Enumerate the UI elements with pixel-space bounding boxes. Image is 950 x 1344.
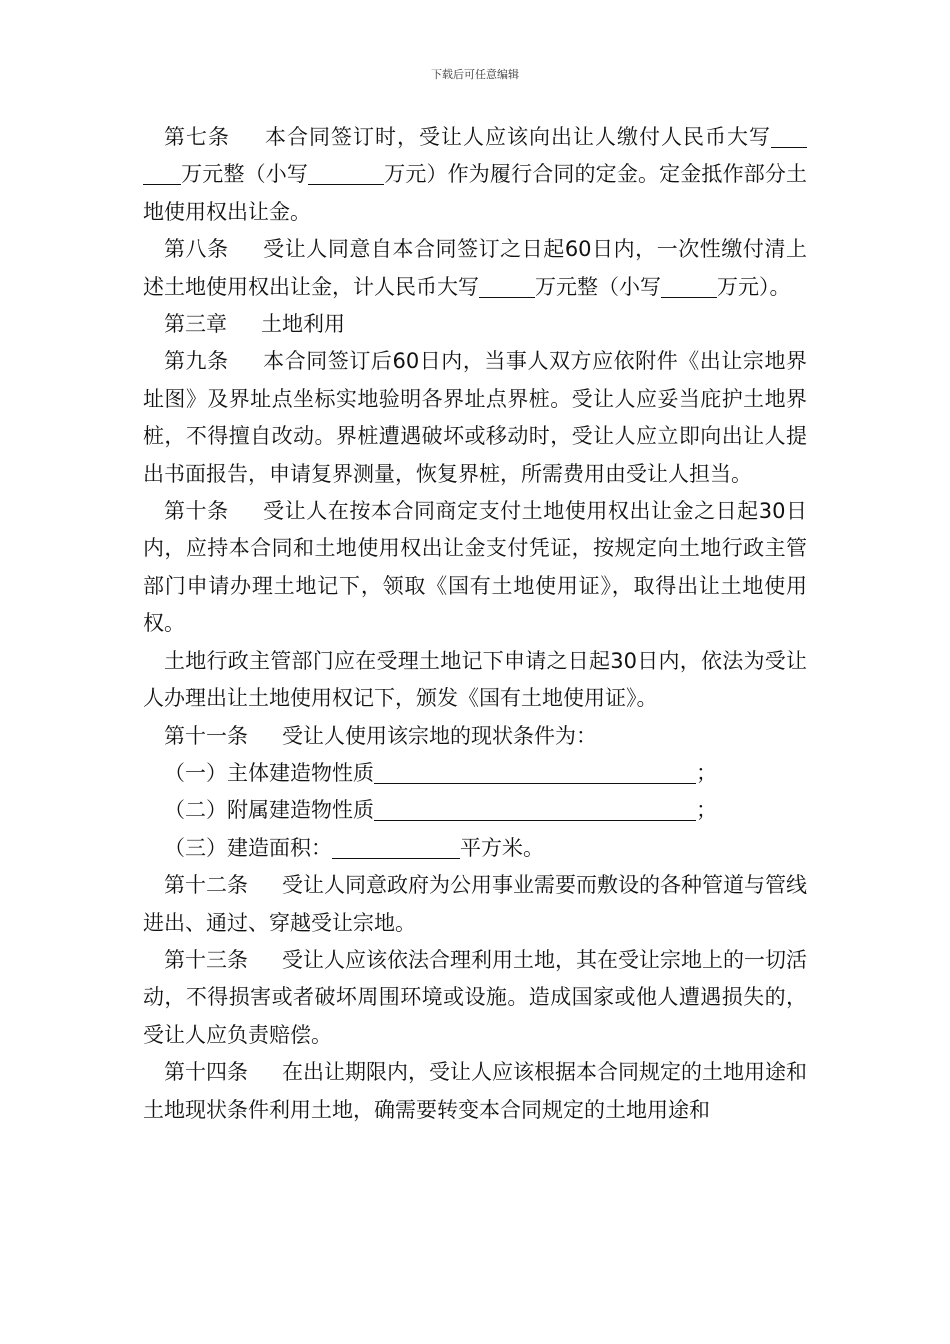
blank-field [374,757,696,784]
article-14: 第十四条 在出让期限内，受让人应该根据本合同规定的土地用途和土地现状条件利用土地，确需要转变本合同规定的土地用途和 [143,1060,807,1122]
article-label: 第十二条 [164,873,248,898]
blank-field [479,271,535,298]
blank-field [661,271,717,298]
article-10: 第十条 受让人在按本合同商定支付土地使用权出让金之日起30日内，应持本合同和土地使用权出让金支付凭证，按规定向土地行政主管部门申请办理土地记下，领取《国有土地使用证》，取得出让土地使用权。 [143,499,807,636]
article-11-item-1: （一）主体建造物性质 ； [143,755,807,792]
blank-field [332,832,460,859]
page-header: 下载后可任意编辑 [431,68,519,81]
blank-field [143,158,181,185]
admin-paragraph: 土地行政主管部门应在受理土地记下申请之日起30日内，依法为受让人办理出让土地使用权记下，颁发《国有土地使用证》。 [143,648,807,711]
article-11: 第十一条 受让人使用该宗地的现状条件为： [164,723,597,748]
article-label: 第八条 [164,237,229,262]
article-12: 第十二条 受让人同意政府为公用事业需要而敷设的各种管道与管线进出、通过、穿越受让宗地。 [143,873,807,935]
article-8: 第八条 受让人同意自本合同签订之日起60日内，一次性缴付清上述土地使用权出让金，计人民币大写 万元整（小写 万元）。 [143,237,807,299]
document-body [143,119,807,1129]
article-13: 第十三条 受让人应该依法合理利用土地，其在受让宗地上的一切活动，不得损害或者破坏周围环境或设施。造成国家或他人遭遇损失的，受让人应负责赔偿。 [143,947,807,1047]
article-label: 第七条 [164,125,230,149]
article-9: 第九条 本合同签订后60日内，当事人双方应依附件《出让宗地界址图》及界址点坐标实地验明各界址点界桩。受让人应妥当庇护土地界桩，不得擅自改动。界桩遭遇破坏或移动时，受让人应立即向出让人提出书面报告，申请复界测量，恢复界桩，所需费用由受让人担当。 [143,349,807,486]
article-label: 第九条 [164,349,229,374]
article-label: 第十条 [164,499,229,524]
blank-field [308,158,384,185]
article-label: 第十四条 [164,1060,248,1085]
article-label: 第十三条 [164,947,248,972]
article-11-item-3: （三）建造面积： 平方米。 [143,830,807,867]
chapter-3-heading: 第三章 土地利用 [164,312,345,337]
blank-field [771,121,807,148]
article-7: 第七条 本合同签订时，受让人应该向出让人缴付人民币大写万元整（小写 万元）作为履行合同的定金。定金抵作部分土地使用权出让金。 [143,119,807,231]
blank-field [374,794,696,821]
article-11-item-2: （二）附属建造物性质 ； [143,792,807,829]
article-label: 第十一条 [164,723,248,748]
